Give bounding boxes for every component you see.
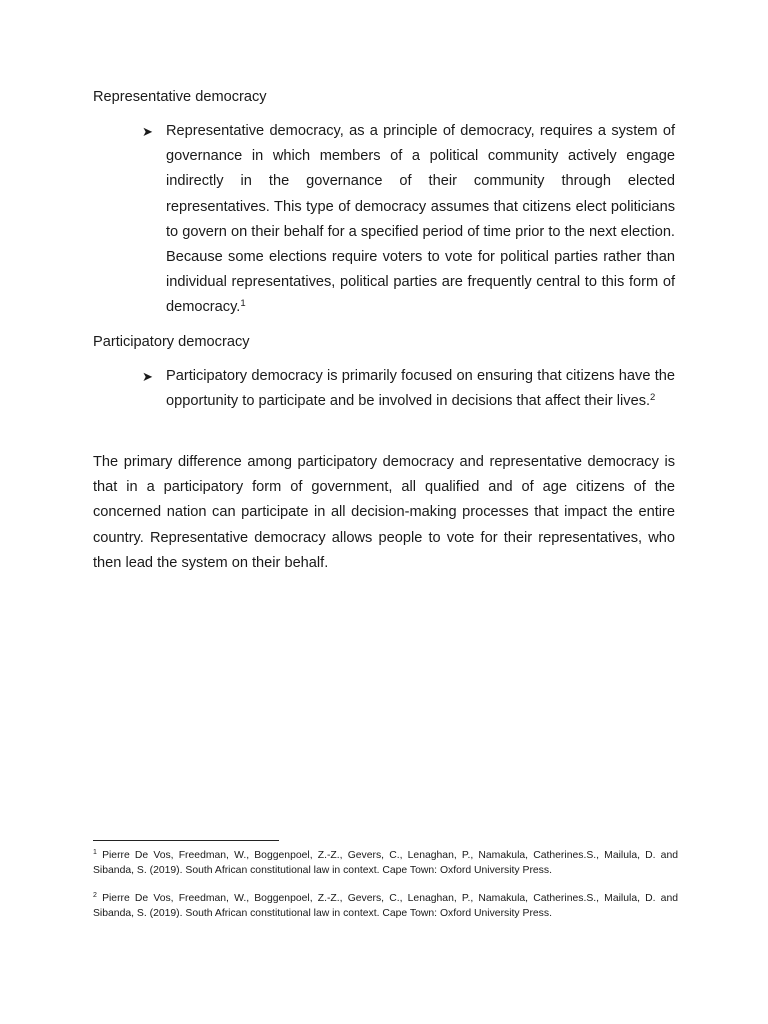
bullet-text-content: Participatory democracy is primarily focused on ensuring that citizens have the opportunity to participate and be involved in decisions that affect their lives. xyxy=(166,368,675,410)
footnote-reference[interactable]: 1 xyxy=(240,298,246,310)
section-heading-participatory: Participatory democracy xyxy=(93,334,250,350)
arrowhead-bullet-icon: ➤ xyxy=(142,124,153,139)
footnote-2 xyxy=(93,891,678,921)
arrowhead-bullet-icon: ➤ xyxy=(142,369,153,384)
section-heading-representative: Representative democracy xyxy=(93,89,267,105)
footnote-text: Pierre De Vos, Freedman, W., Boggenpoel, Z.-Z., Gevers, C., Lenaghan, P., Namakula, Catherines.S., Mailula, D. and Sibanda, S. (2019). South African constitutional law in context. Cape Town: Oxford University Press. xyxy=(93,893,678,919)
footnote-1 xyxy=(93,848,678,878)
bullet-item-participatory xyxy=(142,364,675,414)
bullet-text xyxy=(166,119,675,321)
footnote-separator xyxy=(93,840,279,841)
body-paragraph: The primary difference among participatory democracy and representative democracy is that in a participatory form of government, all qualified and of age citizens of the concerned nation can participate in all decision-making processes that impact the entire country. Representative democracy allows people to vote for their representatives, who then lead the system on their behalf. xyxy=(93,454,675,571)
bullet-text-content: Representative democracy, as a principle of democracy, requires a system of governance in which members of a political community actively engage indirectly in the governance of their community through elected representatives. This type of democracy assumes that citizens elect politicians to govern on their behalf for a specified period of time prior to the next election. Because some elections require voters to vote for political parties rather than individual representatives, political parties are frequently central to this form of democracy. xyxy=(166,123,675,316)
footnote-text: Pierre De Vos, Freedman, W., Boggenpoel, Z.-Z., Gevers, C., Lenaghan, P., Namakula, Catherines.S., Mailula, D. and Sibanda, S. (2019). South African constitutional law in context. Cape Town: Oxford University Press. xyxy=(93,850,678,876)
footnote-reference[interactable]: 2 xyxy=(650,392,656,404)
footnote-number: 1 xyxy=(93,849,97,856)
bullet-item-representative xyxy=(142,119,675,321)
bullet-text xyxy=(166,364,675,414)
footnote-number: 2 xyxy=(93,892,97,899)
